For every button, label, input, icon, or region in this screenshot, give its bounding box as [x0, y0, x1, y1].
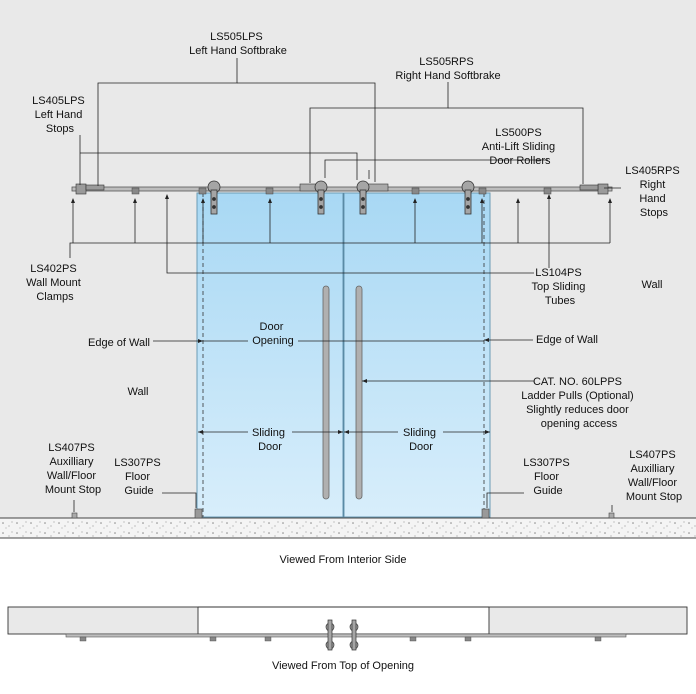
- label-ls505lps: LS505LPS Left Hand Softbrake: [189, 31, 287, 57]
- caption-top-view: Viewed From Top of Opening: [271, 660, 415, 672]
- label-ls407ps-left: LS407PS Auxilliary Wall/Floor Mount Stop: [44, 442, 102, 496]
- label-edge-of-wall-right: Edge of Wall: [536, 334, 598, 346]
- label-ls405lps: LS405LPS Left Hand Stops: [32, 95, 85, 135]
- label-door-opening: Door Opening: [252, 321, 294, 347]
- right-glass-panel: [344, 193, 490, 517]
- label-ls104ps: LS104PS Top Sliding Tubes: [531, 267, 586, 307]
- label-ls307ps-left: LS307PS Floor Guide: [114, 457, 161, 497]
- label-ls505rps: LS505RPS Right Hand Softbrake: [395, 56, 501, 82]
- floor: [0, 518, 696, 538]
- caption-interior-view: Viewed From Interior Side: [279, 554, 407, 566]
- top-view: [8, 607, 687, 672]
- label-ladder-pulls: CAT. NO. 60LPPS Ladder Pulls (Optional) Slightly reduces door opening access: [521, 376, 634, 430]
- label-wall-left: Wall: [127, 386, 149, 398]
- label-sliding-door-left: Sliding Door: [251, 427, 285, 453]
- label-ls402ps: LS402PS Wall Mount Clamps: [26, 263, 81, 303]
- label-ls405rps: LS405RPS Right Hand Stops: [625, 165, 680, 219]
- label-ls407ps-right: LS407PS Auxilliary Wall/Floor Mount Stop: [625, 449, 683, 503]
- label-ls307ps-right: LS307PS Floor Guide: [523, 457, 570, 497]
- label-ls500ps: LS500PS Anti-Lift Sliding Door Rollers: [481, 127, 556, 167]
- label-wall-right: Wall: [641, 279, 663, 291]
- label-sliding-door-right: Sliding Door: [402, 427, 436, 453]
- label-edge-of-wall-left: Edge of Wall: [88, 337, 150, 349]
- glass-doors: [197, 193, 490, 517]
